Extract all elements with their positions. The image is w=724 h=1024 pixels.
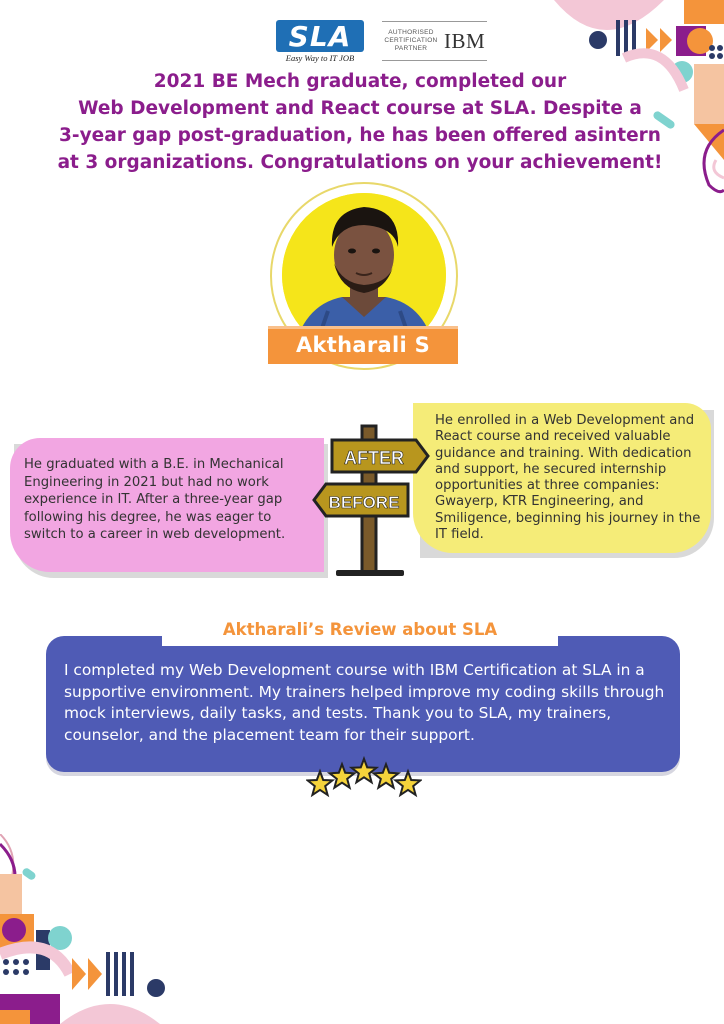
headline <box>20 68 700 176</box>
before-text: He graduated with a B.E. in Mechanical Engineering in 2021 but had no work experience in IT. After a three-year gap following his degree, he was eager to switch to a career in web development. <box>24 457 286 542</box>
rating-stars <box>306 752 422 808</box>
star-icon <box>352 759 377 783</box>
after-text: He enrolled in a Web Development and React course and received valuable guidance and training. With dedication and support, he secured internship opportunities at three companies: Gwayerp, KTR Engineering, and Smiligence, beginning his journey in the IT field. <box>435 413 701 543</box>
ibm-wordmark: IBM <box>444 28 486 53</box>
sla-logo-mark: SLA <box>276 20 364 52</box>
star-icon <box>308 771 333 795</box>
headline-line: Web Development and React course at SLA. Despite a <box>78 98 642 119</box>
signpost-graphic <box>310 420 430 580</box>
sla-tagline: Easy Way to IT JOB <box>285 53 355 63</box>
headline-line: 3-year gap post-graduation, he has been offered asintern <box>59 125 661 146</box>
headline-line: at 3 organizations. Congratulations on your achievement! <box>57 152 663 173</box>
headline-line: 2021 BE Mech graduate, completed our <box>153 71 567 92</box>
after-sign-label: AFTER <box>344 448 404 468</box>
ibm-authorised-text: AUTHORISED CERTIFICATION PARTNER <box>384 29 438 52</box>
after-card <box>413 403 711 553</box>
review-text: I completed my Web Development course with IBM Certification at SLA in a supportive environment. My trainers helped improve my coding skills through mock interviews, daily tasks, and tests. Thank you to SLA, my trainers, counselor, and the placement team for their support. <box>64 661 665 744</box>
before-sign-label: BEFORE <box>328 493 400 512</box>
header-logos <box>276 20 487 64</box>
star-icon <box>396 771 421 795</box>
student-name: Aktharali S <box>268 326 458 364</box>
review-title: Aktharali’s Review about SLA <box>222 619 498 639</box>
before-card <box>10 438 324 572</box>
decorative-pattern-bottom-left <box>0 834 200 1024</box>
sla-logo <box>276 20 364 64</box>
ibm-partner-logo <box>382 21 487 61</box>
review-title-tab <box>162 612 558 646</box>
